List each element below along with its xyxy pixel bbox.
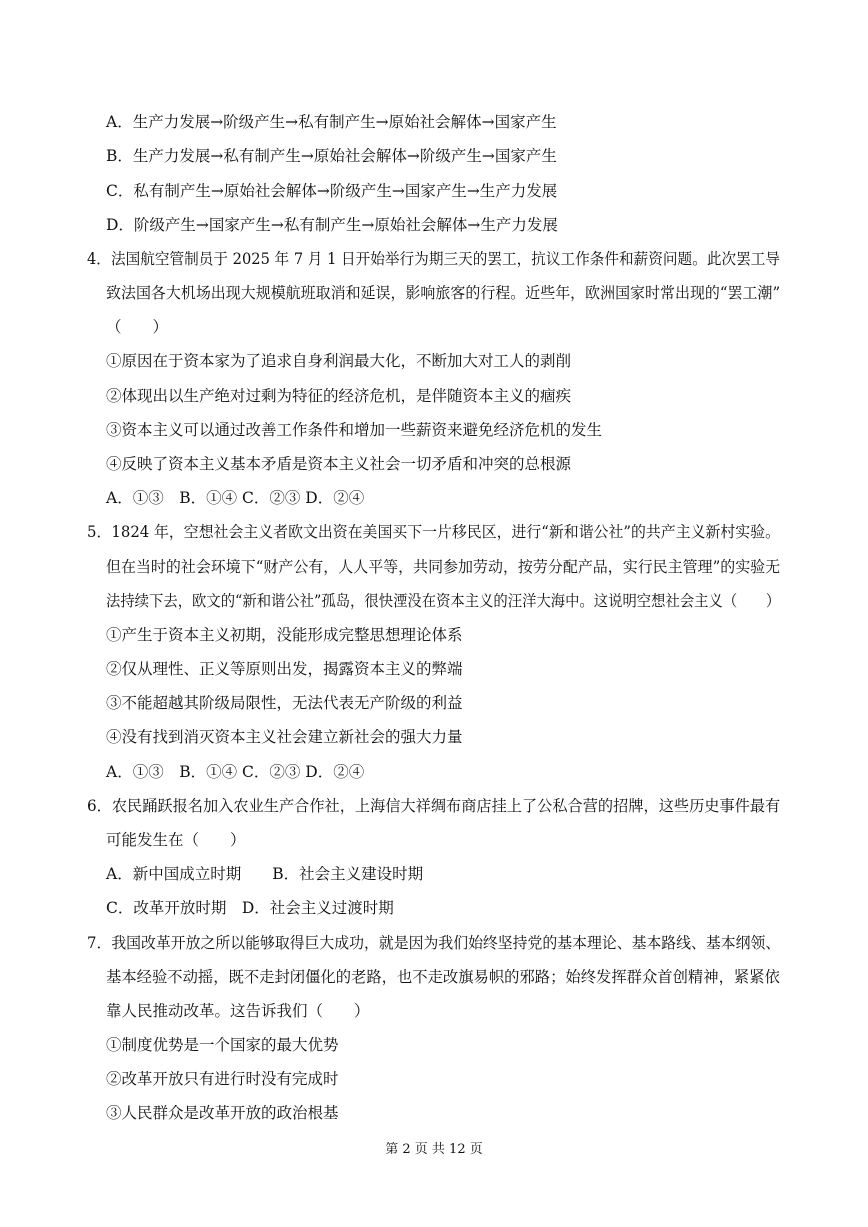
q3-option-a: A．生产力发展→阶级产生→私有制产生→原始社会解体→国家产生: [106, 113, 557, 131]
q5-stem-line3: 法持续下去，欧文的“新和谐公社”孤岛，很快湮没在资本主义的汪洋大海中。这说明空想社会主义（ ）: [106, 592, 781, 610]
q5-item-4: ④没有找到消灭资本主义社会建立新社会的强大力量: [106, 728, 463, 746]
q3-option-d: D．阶级产生→国家产生→私有制产生→原始社会解体→生产力发展: [106, 216, 558, 234]
q7-item-2: ②改革开放只有进行时没有完成时: [106, 1070, 339, 1088]
q7-stem-line2: 基本经验不动摇，既不走封闭僵化的老路，也不走改旗易帜的邪路；始终发挥群众首创精神，紧紧依: [106, 968, 780, 986]
q6-choices-ab: A．新中国成立时期 B．社会主义建设时期: [106, 865, 424, 883]
q5-stem-line2: 但在当时的社会环境下“财产公有，人人平等，共同参加劳动，按劳分配产品，实行民主管理”的实验无: [106, 558, 781, 576]
q3-option-b: B．生产力发展→私有制产生→原始社会解体→阶级产生→国家产生: [106, 147, 557, 165]
q4-item-1: ①原因在于资本家为了追求自身利润最大化，不断加大对工人的剥削: [106, 352, 572, 370]
q4-choices: A．①③ B．①④ C．②③ D．②④: [106, 489, 365, 507]
q4-stem-line1: 4．法国航空管制员于 2025 年 7 月 1 日开始举行为期三天的罢工，抗议工作条件和薪资问题。此次罢工导: [87, 250, 780, 268]
q5-item-2: ②仅从理性、正义等原则出发，揭露资本主义的弊端: [106, 660, 463, 678]
q4-item-4: ④反映了资本主义基本矛盾是资本主义社会一切矛盾和冲突的总根源: [106, 455, 572, 473]
q6-stem-line1: 6．农民踊跃报名加入农业生产合作社，上海信大祥绸布商店挂上了公私合营的招牌，这些历史事件最有: [87, 797, 781, 815]
q4-item-3: ③资本主义可以通过改善工作条件和增加一些薪资来避免经济危机的发生: [106, 421, 603, 439]
q4-item-2: ②体现出以生产绝对过剩为特征的经济危机，是伴随资本主义的痼疾: [106, 387, 572, 405]
q5-item-3: ③不能超越其阶级局限性，无法代表无产阶级的利益: [106, 694, 463, 712]
q4-stem-line2: 致法国各大机场出现大规模航班取消和延误，影响旅客的行程。近些年，欧洲国家时常出现的“罢工潮”: [106, 284, 781, 302]
page-footer: 第 2 页 共 12 页: [385, 1142, 483, 1157]
q7-stem-line1: 7．我国改革开放之所以能够取得巨大成功，就是因为我们始终坚持党的基本理论、基本路线、基本纲领、: [87, 934, 781, 952]
q6-choices-cd: C．改革开放时期 D．社会主义过渡时期: [106, 899, 394, 917]
q5-item-1: ①产生于资本主义初期，没能形成完整思想理论体系: [106, 626, 463, 644]
q7-item-3: ③人民群众是改革开放的政治根基: [106, 1104, 339, 1122]
q4-answer-bracket: （ ）: [106, 318, 169, 336]
q7-stem-line3: 靠人民推动改革。这告诉我们（ ）: [106, 1002, 370, 1020]
q3-option-c: C．私有制产生→原始社会解体→阶级产生→国家产生→生产力发展: [106, 182, 558, 200]
q6-stem-line2: 可能发生在（ ）: [106, 831, 246, 849]
q5-choices: A．①③ B．①④ C．②③ D．②④: [106, 763, 365, 781]
q7-item-1: ①制度优势是一个国家的最大优势: [106, 1036, 339, 1054]
q5-stem-line1: 5．1824 年，空想社会主义者欧文出资在美国买下一片移民区，进行“新和谐公社”的共产主义新村实验。: [87, 523, 780, 541]
